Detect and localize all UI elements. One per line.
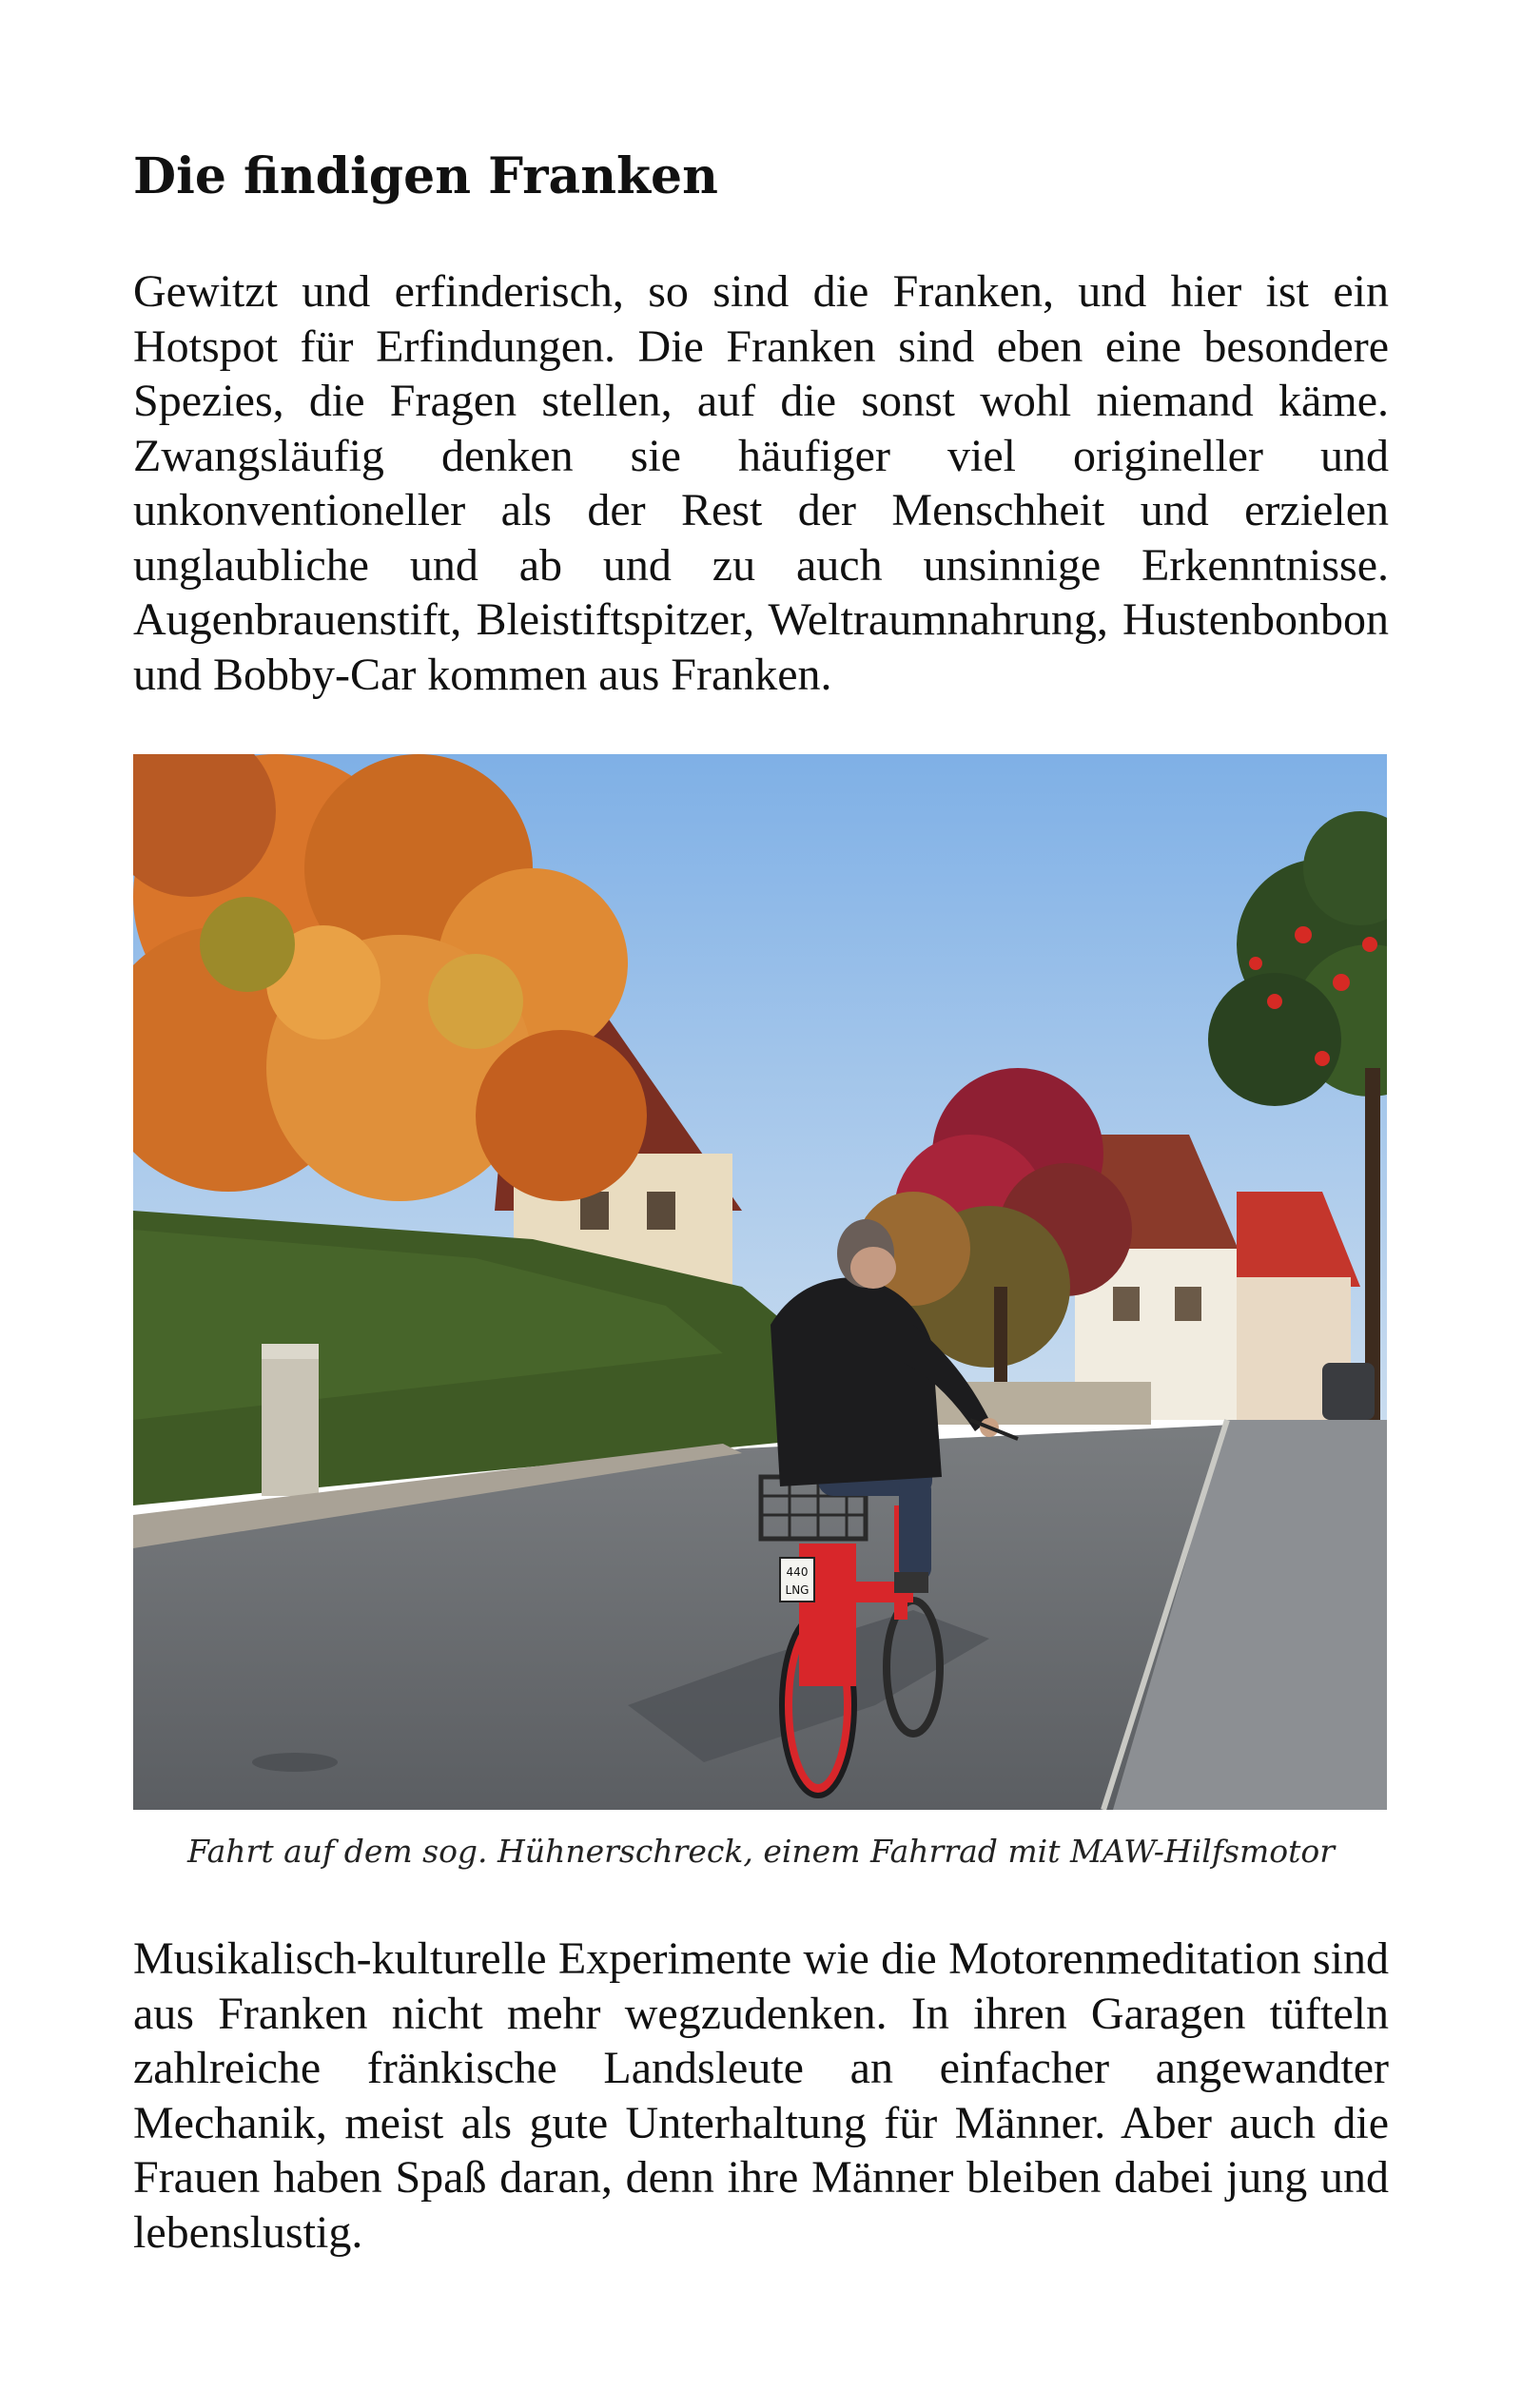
stone-post xyxy=(262,1344,319,1496)
license-plate-top: 440 xyxy=(786,1565,809,1579)
intro-paragraph: Gewitzt und erfinderisch, so sind die Franken, und hier ist ein Hotspot für Erfindungen. Die Franken sind eben eine besondere Spezies, die Fragen stellen, auf die sonst wohl niemand käme. Zwangsläufig denken sie häufiger viel origineller und unkonventioneller als der Rest der Menschheit und erzielen unglaubliche und ab und zu auch unsinnige Erkenntnisse. Augenbrauenstift, Bleistiftspitzer, Weltraumnahrung, Hustenbonbon und Bobby-Car kommen aus Franken. xyxy=(133,266,1389,700)
second-paragraph: Musikalisch-kulturelle Experimente wie die Motorenmeditation sind aus Franken nicht mehr wegzudenken. In ihren Garagen tüfteln zahlreiche fränkische Landsleute an einfacher angewandter Mechanik, meist als gute Unterhaltung für Männer. Aber auch die Frauen haben Spaß daran, denn ihre Männer bleiben dabei jung und lebenslustig. xyxy=(133,1933,1389,2258)
license-plate-bottom: LNG xyxy=(785,1583,810,1597)
street-photo xyxy=(133,754,1387,1810)
figure-caption: Fahrt auf dem sog. Hühnerschreck, einem Fahrrad mit MAW-Hilfsmotor xyxy=(186,1833,1336,1870)
parked-car xyxy=(1322,1363,1375,1420)
section-heading: Die findigen Franken xyxy=(133,147,718,205)
